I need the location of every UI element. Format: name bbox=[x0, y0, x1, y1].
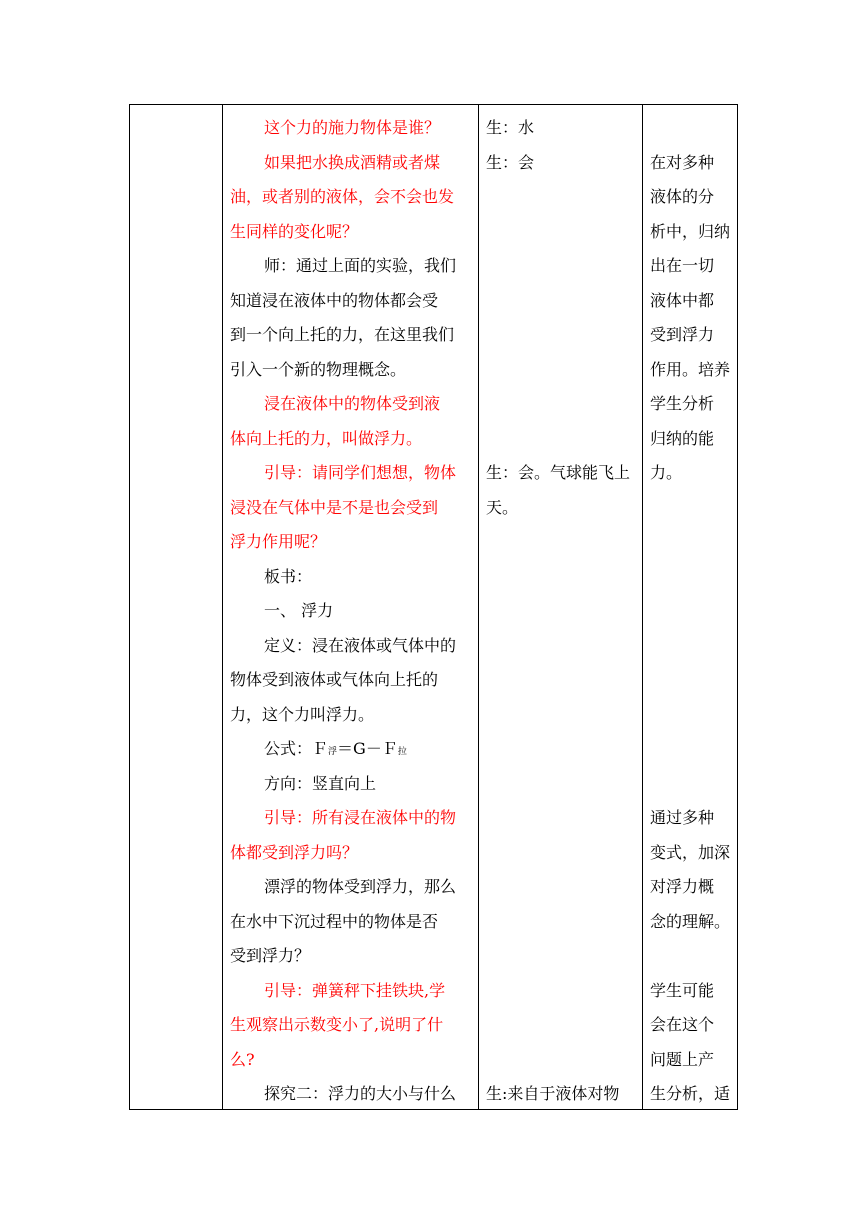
column-divider-1 bbox=[222, 105, 223, 1109]
teacher-line: 这个力的施力物体是谁？ bbox=[264, 118, 441, 137]
design-intent-cell bbox=[650, 105, 736, 1109]
design-intent-line: 出在一切 bbox=[650, 256, 715, 275]
teacher-line: 探究二：浮力的大小与什么 bbox=[264, 1084, 457, 1103]
design-intent-line: 液体的分 bbox=[650, 187, 715, 206]
student-activity-cell bbox=[486, 105, 640, 1109]
teacher-line: 引导：弹簧秤下挂铁块,学 bbox=[264, 980, 446, 1000]
design-intent-line: 通过多种 bbox=[650, 808, 715, 827]
teacher-line: 体向上托的力，叫做浮力。 bbox=[230, 428, 423, 448]
design-intent-line: 学生可能 bbox=[650, 980, 715, 1000]
teacher-line: 师：通过上面的实验，我们 bbox=[264, 256, 457, 275]
design-intent-line: 对浮力概 bbox=[650, 877, 715, 896]
formula-f1: Ｆ bbox=[312, 739, 329, 758]
student-line: 天。 bbox=[486, 497, 519, 517]
student-line: 生：会 bbox=[486, 152, 535, 172]
column-divider-3 bbox=[642, 105, 643, 1109]
buoyancy-formula bbox=[264, 731, 407, 767]
formula-sub-tension: 拉 bbox=[397, 747, 407, 757]
design-intent-line: 生分析，适 bbox=[650, 1084, 731, 1103]
teacher-line: 生观察出示数变小了,说明了什 bbox=[230, 1015, 444, 1034]
teacher-line: 引导：所有浸在液体中的物 bbox=[264, 808, 457, 827]
teacher-line: 力，这个力叫浮力。 bbox=[230, 704, 375, 724]
design-intent-line: 受到浮力 bbox=[650, 325, 715, 344]
student-line: 生：水 bbox=[486, 118, 535, 137]
formula-sub-buoyancy: 浮 bbox=[328, 747, 338, 757]
design-intent-line: 力。 bbox=[650, 463, 683, 482]
teacher-line: 在水中下沉过程中的物体是否 bbox=[230, 911, 439, 931]
design-intent-line: 析中，归纳 bbox=[650, 221, 731, 241]
teacher-line: 浸在液体中的物体受到液 bbox=[264, 394, 441, 413]
stage-cell bbox=[130, 105, 222, 1109]
teacher-line: 引导：请同学们想想，物体 bbox=[264, 463, 457, 482]
design-intent-line: 液体中都 bbox=[650, 290, 715, 310]
student-line: 生：会。气球能飞上 bbox=[486, 463, 631, 482]
teacher-line: 漂浮的物体受到浮力，那么 bbox=[264, 877, 457, 896]
design-intent-line: 归纳的能 bbox=[650, 428, 715, 448]
formula-label: 公式： bbox=[264, 739, 313, 758]
teacher-line: 到一个向上托的力，在这里我们 bbox=[230, 325, 455, 344]
lesson-table bbox=[129, 104, 738, 1110]
teacher-activity-cell bbox=[230, 105, 476, 1109]
design-intent-line: 学生分析 bbox=[650, 394, 715, 413]
column-divider-2 bbox=[478, 105, 479, 1109]
teacher-line: 浸没在气体中是不是也会受到 bbox=[230, 497, 439, 517]
design-intent-line: 会在这个 bbox=[650, 1015, 715, 1034]
teacher-line: 生同样的变化呢？ bbox=[230, 221, 359, 241]
design-intent-line: 作用。培养 bbox=[650, 359, 731, 379]
teacher-line: 引入一个新的物理概念。 bbox=[230, 359, 407, 379]
teacher-line: 体都受到浮力吗？ bbox=[230, 842, 359, 862]
teacher-line: 定义：浸在液体或气体中的 bbox=[264, 635, 457, 655]
teacher-line: 油，或者别的液体，会不会也发 bbox=[230, 187, 455, 206]
formula-middle: ＝G－Ｆ bbox=[337, 739, 398, 758]
teacher-line: 知道浸在液体中的物体都会受 bbox=[230, 290, 439, 310]
design-intent-line: 念的理解。 bbox=[650, 911, 731, 931]
teacher-line: 方向：竖直向上 bbox=[264, 773, 377, 793]
design-intent-line: 变式，加深 bbox=[650, 842, 731, 862]
teacher-line: 板书： bbox=[264, 566, 313, 586]
teacher-line: 如果把水换成酒精或者煤 bbox=[264, 152, 441, 172]
teacher-line: 么? bbox=[230, 1049, 255, 1069]
teacher-line: 受到浮力？ bbox=[230, 946, 311, 965]
design-intent-line: 问题上产 bbox=[650, 1049, 715, 1069]
teacher-line: 物体受到液体或气体向上托的 bbox=[230, 670, 439, 689]
teacher-line: 浮力作用呢？ bbox=[230, 532, 327, 551]
design-intent-line: 在对多种 bbox=[650, 152, 715, 172]
teacher-line: 一、 浮力 bbox=[264, 601, 334, 620]
student-line: 生:来自于液体对物 bbox=[486, 1084, 620, 1103]
